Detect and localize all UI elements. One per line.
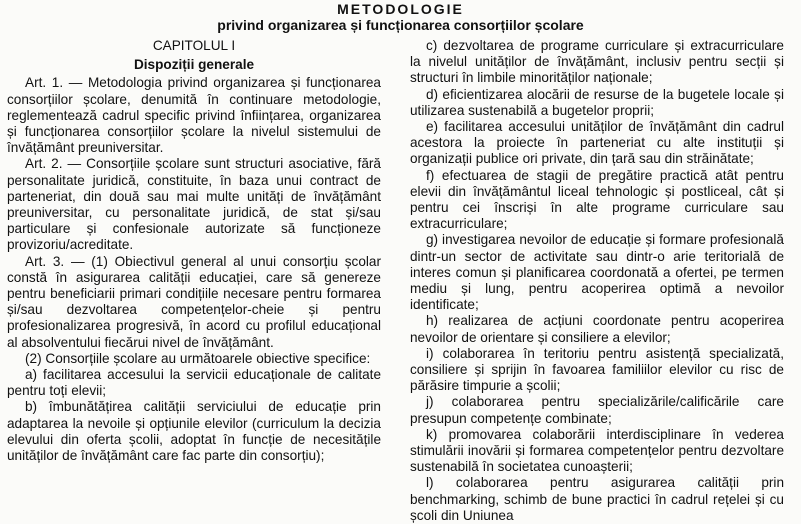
paragraph: d) eficientizarea alocării de resurse de la bugetele locale și utilizarea sustenabilă a bugetelor proprii;: [410, 86, 784, 118]
right-column: [410, 38, 784, 524]
paragraph: b) îmbunătățirea calității serviciului de educație prin adaptarea la nevoile și opțiunile elevilor (curriculum la decizia elevului din oferta școlii, adoptat în funcție de necesitățile unităților de învățământ care fac parte din consorțiu);: [7, 399, 381, 464]
chapter-label: CAPITOLUL I: [152, 38, 236, 53]
chapter-heading: Dispoziții generale: [133, 57, 255, 73]
paragraph: i) colaborarea în teritoriu pentru asistență specializată, consiliere și sprijin în favoarea familiilor elevilor cu risc de părăsire timpurie a școlii;: [410, 345, 784, 394]
paragraph: f) efectuarea de stagii de pregătire practică atât pentru elevii din învățământul liceal tehnologic și postliceal, cât și pentru cei înscriși în alte programe curriculare sau extracurriculare;: [410, 167, 784, 232]
left-column-body: [7, 75, 381, 464]
paragraph: Art. 3. — (1) Obiectivul general al unui consorțiu școlar constă în asigurarea calității educației, care să genereze pentru beneficiarii primari condițiile necesare pentru formarea și/sau dezvoltarea competențelor-cheie și pentru profesionalizarea progresivă, în acord cu profilul educațional al absolventului fiecărui nivel de învățământ.: [7, 253, 381, 350]
document-subtitle: privind organizarea și funcționarea consorțiilor școlare: [217, 17, 584, 33]
document-title: METODOLOGIE: [337, 1, 464, 17]
paragraph: e) facilitarea accesului unităților de învățământ din cadrul acestora la proiecte în parteneriat cu alte instituții și organizații publice ori private, din țară sau din străinătate;: [410, 119, 784, 167]
left-column: [7, 38, 381, 464]
right-column-body: [410, 38, 784, 524]
paragraph: (2) Consorțiile școlare au următoarele obiective specifice:: [25, 350, 371, 366]
paragraph: Art. 2. — Consorțiile școlare sunt structuri asociative, fără personalitate juridică, constituite, în baza unui contract de parteneriat, din două sau mai multe unități de învățământ preuniversitar, cu personalitate juridică, de stat și/sau particulare și confesionale autorizate să funcționeze provizoriu/acreditate.: [7, 156, 381, 253]
paragraph: g) investigarea nevoilor de educație și formare profesională dintr-un sector de activitate sau dintr-o arie teritorială de interes comun și planificarea coordonată a ofertei, pe termen mediu și lung, pentru acoperirea optimă a nevoilor identificate;: [410, 232, 784, 313]
paragraph: h) realizarea de acțiuni coordonate pentru acoperirea nevoilor de orientare și consiliere a elevilor;: [410, 313, 784, 345]
paragraph: a) facilitarea accesului la servicii educaționale de calitate pentru toți elevii;: [7, 367, 381, 399]
paragraph: Art. 1. — Metodologia privind organizarea și funcționarea consorțiilor școlare, denumită în continuare metodologie, reglementează cadrul specific privind înființarea, organizarea și funcționarea consorțiilor școlare la nivelul sistemului de învățământ preuniversitar.: [7, 75, 381, 156]
paragraph: k) promovarea colaborării interdisciplinare în vederea stimulării inovării și formarea competențelor pentru dezvoltare sustenabilă în societatea cunoașterii;: [410, 426, 784, 475]
paragraph: c) dezvoltarea de programe curriculare și extracurriculare la nivelul unităților de învățământ, inclusiv pentru secții și structuri în limbile minorităților naționale;: [410, 38, 784, 86]
paragraph: j) colaborarea pentru specializările/calificările care presupun competențe combinate;: [410, 394, 784, 426]
paragraph: l) colaborarea pentru asigurarea calității prin benchmarking, schimb de bune practici în cadrul rețelei și cu școli din Uniunea: [410, 475, 784, 523]
